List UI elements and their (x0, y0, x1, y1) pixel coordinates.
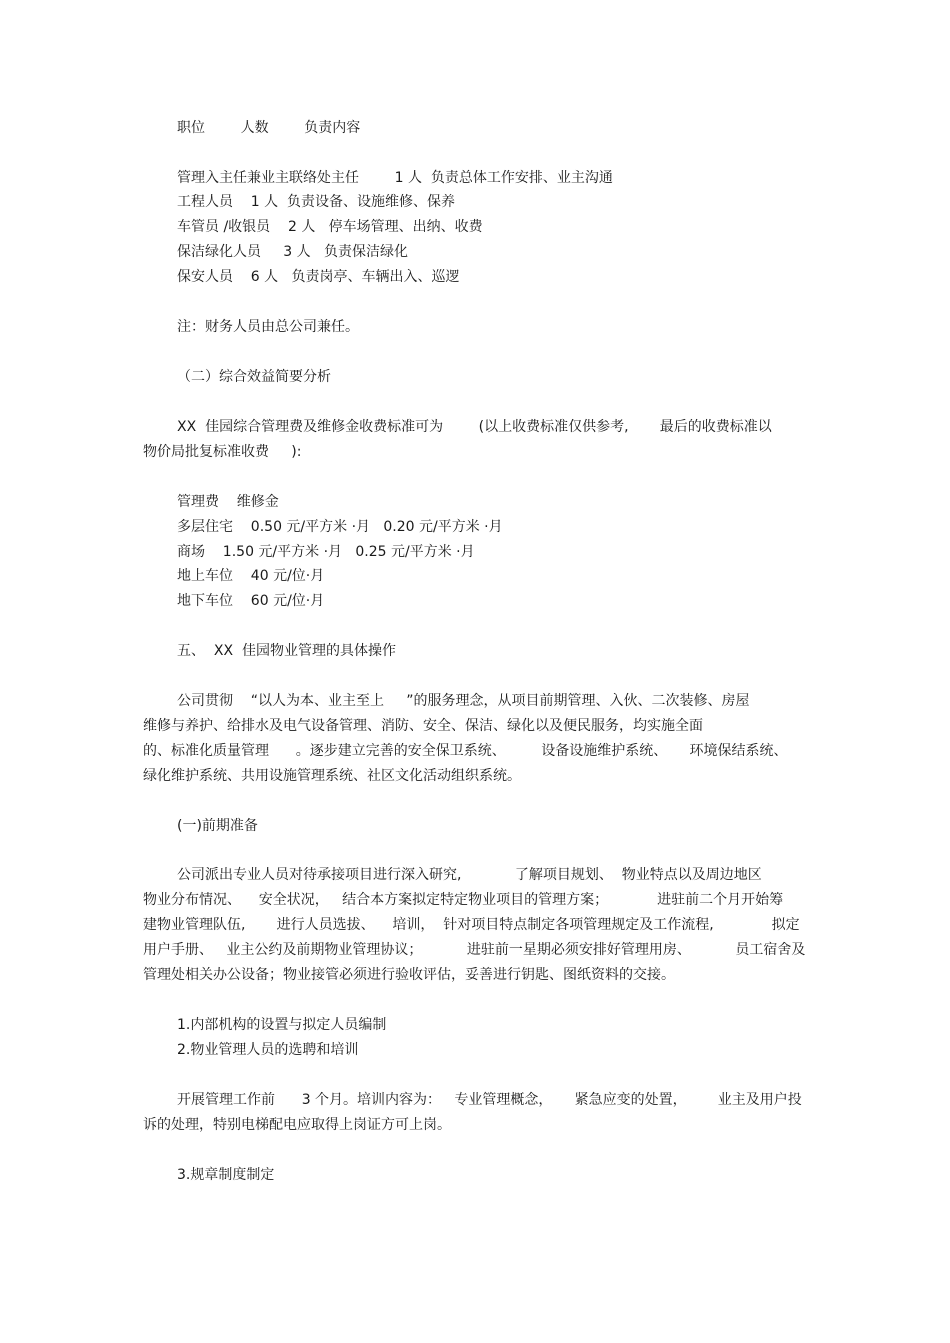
paragraph-line: 的、标准化质量管理 。逐步建立完善的安全保卫系统、 设备设施维护系统、 环境保结系统、 (143, 743, 788, 759)
paragraph-line: 维修与养护、给排水及电气设备管理、消防、安全、保洁、绿化以及便民服务，均实施全面 (143, 718, 703, 734)
fee-row: 地下车位 60 元/位·月 (177, 593, 325, 609)
staff-table-header: 职位 人数 负责内容 (177, 120, 361, 136)
fee-row: 地上车位 40 元/位·月 (177, 568, 325, 584)
paragraph-line: 管理处相关办公设备；物业接管必须进行验收评估，妥善进行钥匙、图纸资料的交接。 (143, 967, 675, 983)
staff-row: 工程人员 1 人 负责设备、设施维修、保养 (177, 194, 456, 210)
paragraph-line: 诉的处理，特别电梯配电应取得上岗证方可上岗。 (143, 1117, 451, 1133)
section-heading-benefit: （二）综合效益简要分析 (177, 369, 331, 385)
staff-row: 车管员 /收银员 2 人 停车场管理、出纳、收费 (177, 219, 483, 235)
staff-row: 保安人员 6 人 负责岗亭、车辆出入、巡逻 (177, 269, 460, 285)
paragraph-line: 物业分布情况、 安全状况， 结合本方案拟定特定物业项目的管理方案； 进驻前二个月开始筹 (143, 892, 784, 908)
staff-row: 管理入主任兼业主联络处主任 1 人 负责总体工作安排、业主沟通 (177, 170, 613, 186)
section-heading-prep: (一)前期准备 (177, 818, 258, 834)
paragraph-line: 用户手册、 业主公约及前期物业管理协议； 进驻前一星期必须安排好管理用房、 员工宿舍及 (143, 942, 806, 958)
fee-row: 管理费 维修金 (177, 494, 279, 510)
fee-row: 多层住宅 0.50 元/平方米 ·月 0.20 元/平方米 ·月 (177, 519, 503, 535)
staff-note: 注：财务人员由总公司兼任。 (177, 319, 359, 335)
paragraph-line: 公司派出专业人员对待承接项目进行深入研究, 了解项目规划、 物业特点以及周边地区 (177, 867, 762, 883)
paragraph-line: XX 佳园综合管理费及维修金收费标准可为 (以上收费标准仅供参考, 最后的收费标准以 (177, 419, 772, 435)
paragraph-line: 绿化维护系统、共用设施管理系统、社区文化活动组织系统。 (143, 768, 521, 784)
paragraph-line: 公司贯彻 “以人为本、业主至上 ”的服务理念，从项目前期管理、入伙、二次装修、房屋 (177, 693, 750, 709)
fee-row: 商场 1.50 元/平方米 ·月 0.25 元/平方米 ·月 (177, 544, 475, 560)
list-item: 3.规章制度制定 (177, 1167, 275, 1183)
paragraph-line: 建物业管理队伍, 进行人员选拔、 培训， 针对项目特点制定各项管理规定及工作流程, 拟定 (143, 917, 800, 933)
list-item: 1.内部机构的设置与拟定人员编制 (177, 1017, 387, 1033)
section-heading-five: 五、 XX 佳园物业管理的具体操作 (177, 643, 396, 659)
paragraph-line: 开展管理工作前 3 个月。培训内容为： 专业管理概念， 紧急应变的处置， 业主及用户投 (177, 1092, 802, 1108)
paragraph-line: 物价局批复标准收费 ): (143, 444, 302, 460)
staff-row: 保洁绿化人员 3 人 负责保洁绿化 (177, 244, 408, 260)
list-item: 2.物业管理人员的选聘和培训 (177, 1042, 359, 1058)
